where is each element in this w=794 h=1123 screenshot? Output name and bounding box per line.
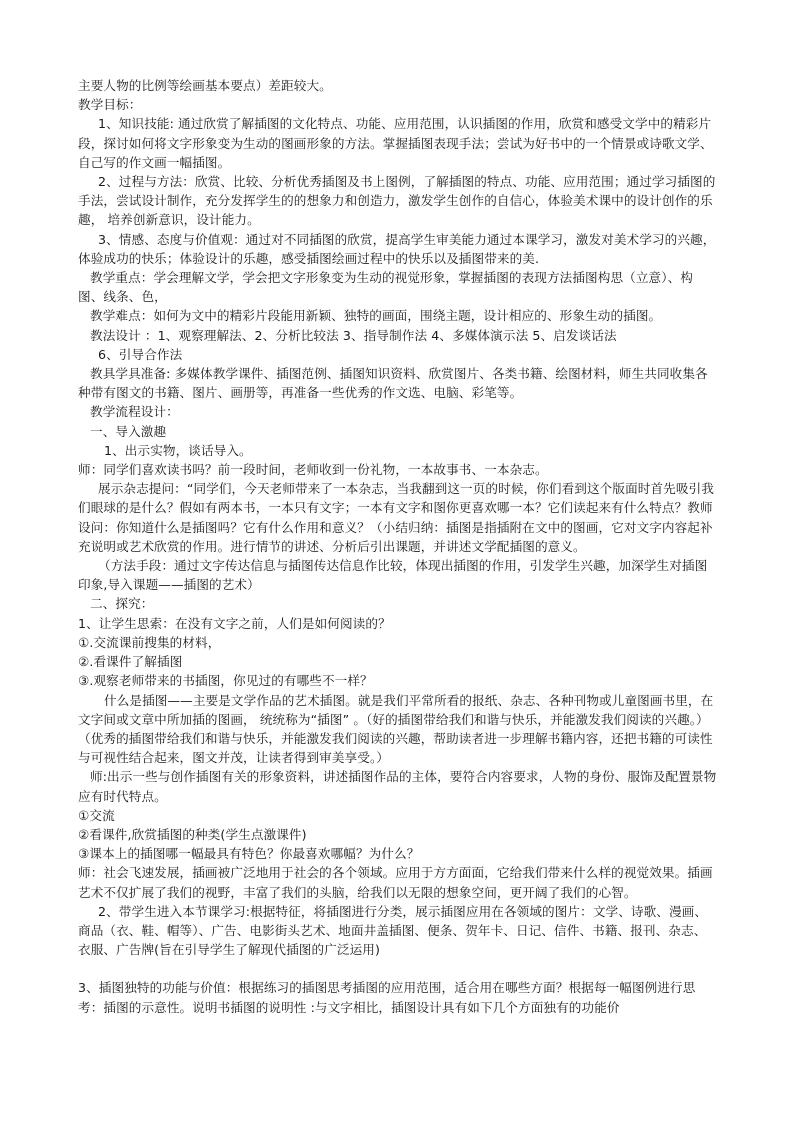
paragraph: ①交流: [78, 807, 115, 823]
paragraph: 1、让学生思索：在没有文字之前，人们是如何阅读的？: [78, 615, 391, 631]
paragraph: 6、引导合作法: [98, 346, 183, 362]
paragraph: ③.观察老师带来的书插图，你见过的有哪些不一样？: [78, 673, 373, 689]
blank-line: [78, 959, 718, 978]
paragraph: ②.看课件了解插图: [78, 654, 183, 670]
document-body: [78, 76, 718, 1017]
paragraph: 2、过程与方法：欣赏、比较、分析优秀插图及书上图例，了解插图的特点、功能、应用范围；通过学习插图的手法，尝试设计制作，充分发挥学生的的想象力和创造力，激发学生创作的自信心，体验美术课中的设计创作的乐趣， 培养创新意识，设计能力。: [78, 174, 716, 228]
paragraph: 师：社会飞速发展，插画被广泛地用于社会的各个领域。应用于方方面面，它给我们带来什么样的视觉效果。插画艺术不仅扩展了我们的视野，丰富了我们的头脑，给我们以无限的想象空间，更开阔了我们的心智。: [78, 865, 713, 900]
paragraph: 一、导入激趣: [90, 423, 167, 439]
paragraph: 教学目标：: [78, 97, 142, 113]
paragraph: 师:出示一些与创作插图有关的形象资料，讲述插图作品的主体，要符合内容要求，人物的身份、服饰及配置景物应有时代特点。: [78, 769, 717, 804]
paragraph: ②看课件,欣赏插图的种类(学生点激课件): [78, 826, 307, 842]
paragraph: 展示杂志提问：“同学们，今天老师带来了一本杂志，当我翻到这一页的时候，你们看到这个版面时首先吸引我们眼球的是什么？假如有两本书，一本只有文字；一本有文字和图你更喜欢哪一本？它们读起来有什么特点？教师设问：你知道什么是插图吗？它有什么作用和意义？（小结归纳：插图是指插附在文中的图画，它对文字内容起补充说明或艺术欣赏的作用。进行情节的讲述、分析后引出课题，并讲述文学配插图的意义。: [78, 481, 714, 554]
paragraph: （方法手段：通过文字传达信息与插图传达信息作比较，体现出插图的作用，引发学生兴趣，加深学生对插图印象,导入课题——插图的艺术）: [78, 558, 708, 593]
paragraph: 什么是插图——主要是文学作品的艺术插图。就是我们平常所看的报纸、杂志、各种刊物或儿童图画书里，在文字间或文章中所加插的图画， 统统称为“插图” 。（好的插图带给我们和谐与快乐，并能激发我们阅读的兴趣。）（优秀的插图带给我们和谐与快乐，并能激发我们阅读的兴趣，帮助读者进一步理解书籍内容，还把书籍的可读性与可视性结合起来，图文并茂，让读者得到审美享受。）: [78, 692, 714, 766]
paragraph: 教学重点：学会理解文学，学会把文字形象变为生动的视觉形象，掌握插图的表现方法插图构思（立意）、构图、线条、色，: [78, 270, 693, 305]
paragraph: 1、知识技能: 通过欣赏了解插图的文化特点、功能、应用范围，认识插图的作用，欣赏和感受文学中的精彩片段，探讨如何将文字形象变为生动的图画形象的方法。掌握插图表现手法；尝试为好书中的一个情景或诗歌文学、自己写的作文画一幅插图。: [78, 116, 713, 170]
paragraph: 3、情感、态度与价值观：通过对不同插图的欣赏，提高学生审美能力通过本课学习，激发对美术学习的兴趣，体验成功的快乐；体验设计的乐趣，感受插图绘画过程中的快乐以及插图带来的美.: [78, 231, 716, 266]
paragraph: 教具学具准备: 多媒体教学课件、插图范例、插图知识资料、欣赏图片、各类书籍、绘图材料，师生共同收集各种带有图文的书籍、图片、画册等，再准备一些优秀的作文选、电脑、彩笔等。: [78, 366, 708, 401]
paragraph: 教法设计 ：1、观察理解法、2、分析比较法 3、指导制作法 4、多媒体演示法 5、启发谈话法: [90, 327, 617, 343]
paragraph: ①.交流课前搜集的材料，: [78, 634, 221, 650]
paragraph: 二、探究：: [90, 596, 154, 612]
paragraph: 教学流程设计：: [90, 404, 179, 420]
paragraph: ③课本上的插图哪一幅最具有特色？你最喜欢哪幅？为什么？: [78, 846, 420, 862]
paragraph: 主要人物的比例等绘画基本要点）差距较大。: [78, 78, 332, 93]
paragraph: 1、出示实物，谈话导入。: [104, 442, 252, 458]
paragraph: 教学难点：如何为文中的精彩片段能用新颖、独特的画面，围绕主题，设计相应的、形象生动的插图。: [90, 308, 662, 324]
paragraph: 3、插图独特的功能与价值：根据练习的插图思考插图的应用范围，适合用在哪些方面？根据每一幅图例进行思考：插图的示意性。说明书插图的说明性 :与文字相比，插图设计具有如下几个方面独有的功能价: [78, 980, 696, 1015]
paragraph: 2、带学生进入本节课学习:根据特征，将插图进行分类，展示插图应用在各领域的图片：文学、诗歌、漫画、商品（衣、鞋、帽等）、广告、电影街头艺术、地面井盖插图、便条、贺年卡、日记、信件、书籍、报刊、杂志、衣服、广告牌(旨在引导学生了解现代插图的广泛运用): [78, 903, 708, 958]
paragraph: 师：同学们喜欢读书吗？前一段时间，老师收到一份礼物，一本故事书、一本杂志。: [78, 462, 548, 478]
